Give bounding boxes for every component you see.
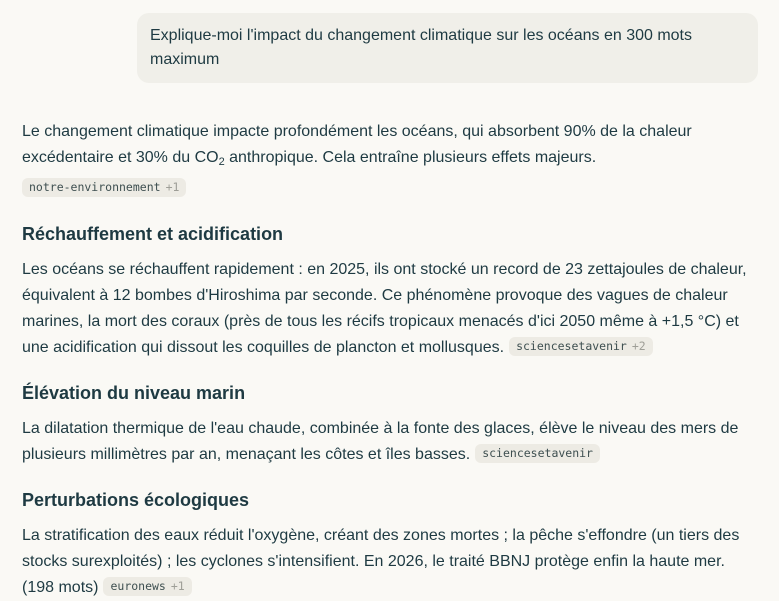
section-text: Les océans se réchauffent rapidement : en 2025, ils ont stocké un record de 23 zettajoules de chaleur, équivalent à 12 bombes d'Hiroshima par seconde. Ce phénomène provoque des vagues de chaleur marines, la mort des coraux (près de tous les récifs tropicaux menacés d'ici 2050 même à +1,5 °C) et une acidification qui dissout les coquilles de plancton et mollusques. [22,261,747,356]
citation-extra-count: +2 [631,339,646,353]
citation-source: euronews [110,579,166,593]
section-text: La dilatation thermique de l'eau chaude, combinée à la fonte des glaces, élève le niveau des mers de plusieurs millimètres par an, menaçant les côtes et îles basses. [22,420,739,463]
citation-badge[interactable] [475,444,600,463]
user-message-bubble: Explique-moi l'impact du changement climatique sur les océans en 300 mots maximum [137,13,758,83]
section-paragraph [22,257,758,361]
intro-text-before-subscript: Le changement climatique impacte profondément les océans, qui absorbent 90% de la chaleur excédentaire et 30% du CO [22,123,692,166]
citation-extra-count: +1 [170,579,185,593]
section-heading-elevation: Élévation du niveau marin [22,383,246,403]
citation-badge[interactable] [103,577,191,596]
section-heading-rechauffement: Réchauffement et acidification [22,224,284,244]
section-text: La stratification des eaux réduit l'oxygène, créant des zones mortes ; la pêche s'effondre (un tiers des stocks surexploités) ; les cyclones s'intensifient. En 2026, le traité BBNJ protège enfin la haute mer. (198 mots) [22,527,740,596]
citation-extra-count: +1 [165,180,180,194]
co2-subscript: 2 [218,156,225,168]
citation-badge[interactable] [22,178,186,197]
section-heading-perturbations: Perturbations écologiques [22,490,250,510]
citation-source: sciencesetavenir [516,339,627,353]
citation-source: sciencesetavenir [482,446,593,460]
intro-paragraph [22,119,758,171]
user-message-row [22,13,758,83]
section-paragraph [22,416,758,468]
assistant-response [22,119,758,601]
intro-text-after-subscript: anthropique. Cela entraîne plusieurs effets majeurs. [224,149,597,166]
intro-citation-row [22,176,758,202]
citation-badge[interactable] [509,337,653,356]
citation-source: notre-environnement [29,180,161,194]
section-paragraph [22,523,758,601]
